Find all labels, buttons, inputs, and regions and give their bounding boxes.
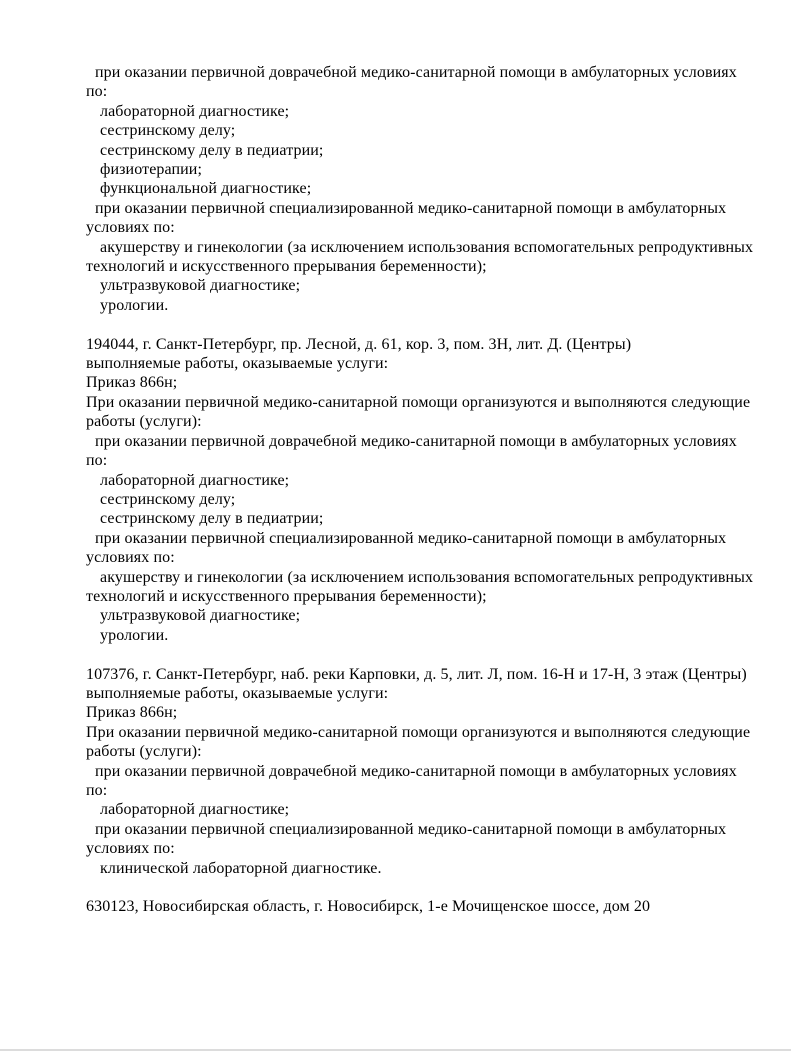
doc-line: сестринскому делу; (100, 122, 236, 140)
doc-line: акушерству и гинекологии (за исключением использования вспомогательных репродуктивных (100, 568, 754, 586)
doc-line: физиотерапии; (100, 161, 203, 179)
doc-line: работы (услуги): (86, 743, 202, 761)
doc-line: технологий и искусственного прерывания беременности); (86, 258, 487, 276)
doc-line: функциональной диагностике; (100, 180, 312, 198)
doc-line: 630123, Новосибирская область, г. Новосибирск, 1-е Мочищенское шоссе, дом 20 (86, 898, 651, 916)
doc-line: при оказании первичной доврачебной медико-санитарной помощи в амбулаторных условиях (95, 432, 737, 450)
doc-line: при оказании первичной доврачебной медико-санитарной помощи в амбулаторных условиях (95, 762, 737, 780)
doc-line: сестринскому делу в педиатрии; (100, 510, 324, 528)
doc-line: условиях по: (86, 840, 175, 858)
doc-line: сестринскому делу; (100, 490, 236, 508)
doc-line: по: (86, 452, 108, 470)
doc-line: условиях по: (86, 219, 175, 237)
doc-line: при оказании первичной специализированной медико-санитарной помощи в амбулаторных (95, 199, 727, 217)
bottom-divider (0, 1049, 791, 1051)
doc-line: ультразвуковой диагностике; (100, 277, 301, 295)
address-107376 (86, 665, 766, 878)
doc-line: по: (86, 782, 108, 799)
doc-line: Приказ 866н; (86, 704, 178, 722)
doc-line: выполняемые работы, оказываемые услуги: (86, 684, 389, 702)
doc-line: технологий и искусственного прерывания беременности); (86, 587, 487, 605)
doc-line: работы (услуги): (86, 413, 202, 431)
doc-line: ультразвуковой диагностике; (100, 607, 301, 625)
license-document (86, 63, 766, 917)
doc-line: 194044, г. Санкт-Петербург, пр. Лесной, д. 61, кор. 3, пом. 3Н, лит. Д. (Центры) (86, 335, 632, 353)
doc-line: Приказ 866н; (86, 374, 178, 392)
doc-line: При оказании первичной медико-санитарной помощи организуются и выполняются следующие (86, 393, 751, 411)
doc-line: лабораторной диагностике; (100, 102, 290, 120)
doc-line: по: (86, 83, 108, 101)
doc-line: при оказании первичной специализированной медико-санитарной помощи в амбулаторных (95, 820, 727, 838)
doc-line: клинической лабораторной диагностике. (100, 859, 382, 877)
doc-line: акушерству и гинекологии (за исключением использования вспомогательных репродуктивных (100, 238, 754, 256)
doc-line: урологии. (100, 296, 169, 314)
address-630123 (86, 897, 766, 916)
doc-line: выполняемые работы, оказываемые услуги: (86, 355, 389, 373)
doc-line: условиях по: (86, 549, 175, 567)
doc-line: лабораторной диагностике; (100, 471, 290, 489)
doc-line: при оказании первичной доврачебной медико-санитарной помощи в амбулаторных условиях (95, 64, 737, 81)
doc-line: При оказании первичной медико-санитарной помощи организуются и выполняются следующие (86, 723, 751, 741)
doc-line: сестринскому делу в педиатрии; (100, 141, 324, 159)
services-continued (86, 63, 766, 315)
address-194044 (86, 335, 766, 646)
doc-line: урологии. (100, 626, 169, 644)
doc-line: при оказании первичной специализированной медико-санитарной помощи в амбулаторных (95, 529, 727, 547)
doc-line: 107376, г. Санкт-Петербург, наб. реки Карповки, д. 5, лит. Л, пом. 16-Н и 17-Н, 3 этаж (Центры) (86, 665, 747, 683)
doc-line: лабораторной диагностике; (100, 801, 290, 819)
